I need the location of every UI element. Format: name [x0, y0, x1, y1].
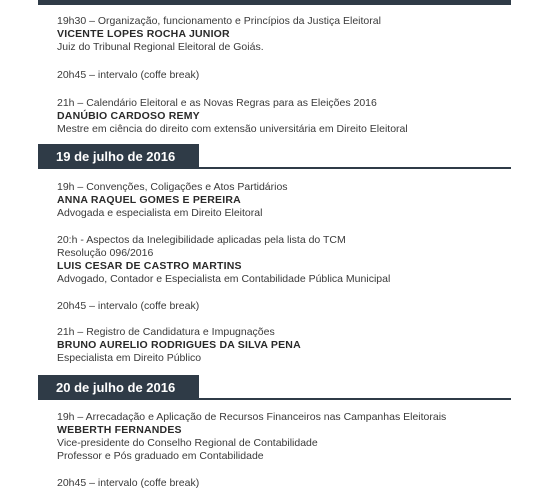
- session-time-topic: 19h – Arrecadação e Aplicação de Recursos Financeiros nas Campanhas Eleitorais: [57, 411, 447, 423]
- session-time-topic: 19h – Convenções, Coligações e Atos Partidários: [57, 181, 288, 193]
- speaker-name: LUIS CESAR DE CASTRO MARTINS: [57, 260, 242, 272]
- session-time-topic: 19h30 – Organização, funcionamento e Princípios da Justiça Eleitoral: [57, 15, 381, 27]
- session-time-topic: 21h – Registro de Candidatura e Impugnações: [57, 326, 275, 338]
- session-3: [57, 181, 541, 220]
- speaker-name: ANNA RAQUEL GOMES E PEREIRA: [57, 194, 241, 206]
- speaker-description: Vice-presidente do Conselho Regional de Contabilidade: [57, 437, 318, 449]
- day-header-rule: [199, 167, 511, 169]
- session-4: [57, 234, 541, 286]
- speaker-description: Advogado, Contador e Especialista em Contabilidade Pública Municipal: [57, 273, 391, 285]
- session-resolution: Resolução 096/2016: [57, 247, 154, 259]
- speaker-description: Mestre em ciência do direito com extensão universitária em Direito Eleitoral: [57, 123, 408, 135]
- speaker-description: Especialista em Direito Público: [57, 352, 202, 364]
- speaker-name: DANÚBIO CARDOSO REMY: [57, 110, 200, 122]
- session-2: [57, 97, 541, 136]
- speaker-name: WEBERTH FERNANDES: [57, 424, 182, 436]
- speaker-name: VICENTE LOPES ROCHA JUNIOR: [57, 28, 230, 40]
- day-header-19-julho: 19 de julho de 2016: [38, 144, 199, 169]
- speaker-description: Juiz do Tribunal Regional Eleitoral de Goiás.: [57, 41, 264, 53]
- session-time-topic: 20:h - Aspectos da Inelegibilidade aplicadas pela lista do TCM: [57, 234, 346, 246]
- session-6: [57, 411, 541, 463]
- session-break-1: [57, 69, 541, 82]
- top-divider: [38, 0, 511, 5]
- session-time-topic: 20h45 – intervalo (coffe break): [57, 477, 200, 489]
- session-1: [57, 15, 541, 54]
- speaker-description: Advogada e especialista em Direito Eleitoral: [57, 207, 263, 219]
- day-header-rule: [199, 398, 511, 400]
- session-break-2: [57, 300, 541, 313]
- speaker-name: BRUNO AURELIO RODRIGUES DA SILVA PENA: [57, 339, 301, 351]
- day-header-20-julho: 20 de julho de 2016: [38, 375, 199, 400]
- session-break-3: [57, 477, 541, 490]
- session-time-topic: 21h – Calendário Eleitoral e as Novas Regras para as Eleições 2016: [57, 97, 377, 109]
- speaker-description: Professor e Pós graduado em Contabilidade: [57, 450, 264, 462]
- session-time-topic: 20h45 – intervalo (coffe break): [57, 69, 200, 81]
- session-time-topic: 20h45 – intervalo (coffe break): [57, 300, 200, 312]
- session-5: [57, 326, 541, 365]
